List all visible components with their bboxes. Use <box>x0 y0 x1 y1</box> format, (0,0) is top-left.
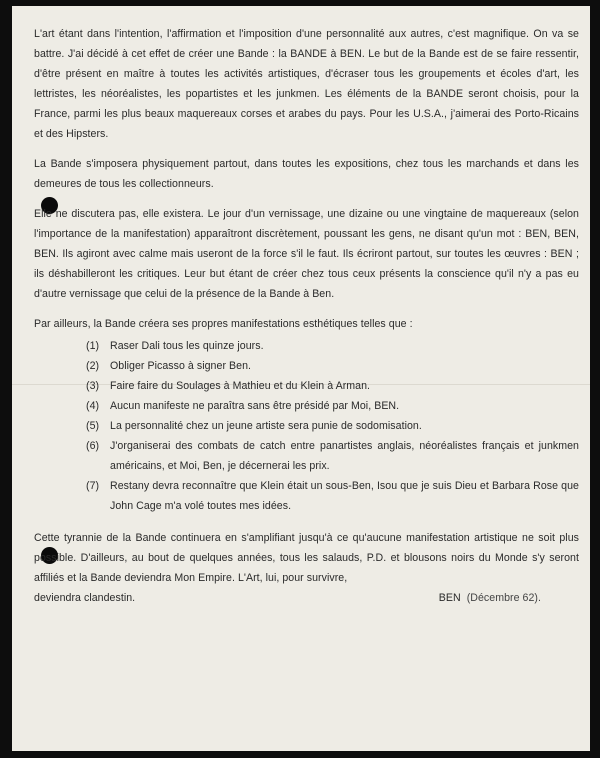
list-item-text: Aucun manifeste ne paraîtra sans être présidé par Moi, BEN. <box>110 400 400 412</box>
paragraph-2: La Bande s'imposera physiquement partout, dans toutes les expositions, chez tous les marchands et dans les demeures de tous les collectionneurs. <box>34 158 579 190</box>
list-item <box>86 416 579 436</box>
list-item-text: Restany devra reconnaître que Klein était un sous-Ben, Isou que je suis Dieu et Barbara Rose que John Cage m'a volé toutes mes idées. <box>110 480 579 512</box>
list-item-text: Obliger Picasso à signer Ben. <box>110 360 252 372</box>
list-item-number: (4) <box>86 400 100 412</box>
manifestations-list <box>34 336 579 516</box>
list-item <box>86 476 579 516</box>
signature-block <box>439 588 579 608</box>
document-sheet <box>12 6 590 751</box>
closing-paragraph: Cette tyrannie de la Bande continuera en s'amplifiant jusqu'à ce qu'aucune manifestation artistique ne soit plus possible. D'ailleurs, au bout de quelques années, tous les salauds, P.D. et blousons noirs du Monde s'y seront affiliés et la Bande deviendra Mon Empire. L'Art, lui, pour survivre, <box>34 532 579 584</box>
list-item-number: (2) <box>86 360 100 372</box>
paragraph-4: Par ailleurs, la Bande créera ses propres manifestations esthétiques telles que : <box>34 318 413 330</box>
list-item-text: La personnalité chez un jeune artiste sera punie de sodomisation. <box>110 420 422 432</box>
manifesto-text <box>34 24 579 608</box>
signature-name: BEN <box>438 592 461 604</box>
signature-date: (Décembre 62). <box>466 592 541 604</box>
list-item-number: (1) <box>86 340 100 352</box>
list-item-text: J'organiserai des combats de catch entre panartistes anglais, néoréalistes français et junkmen américains, et Moi, Ben, je décernerai les prix. <box>110 440 579 472</box>
paragraph-3: Elle ne discutera pas, elle existera. Le jour d'un vernissage, une dizaine ou une vingtaine de maquereaux (selon l'importance de la manifestation) apparaîtront discrètement, poussant les gens, ne disant qu'un mot : BEN, BEN, BEN. Ils agiront avec calme mais useront de la force s'il le faut. Ils écriront partout, sur toutes les œuvres : BEN ; ils déshabilleront les critiques. Leur but étant de créer chez tous ceux présents la conscience qu'il n'y a pas eu d'autre vernissage que celui de la présence de la Bande à Ben. <box>34 208 579 300</box>
list-item <box>86 376 579 396</box>
closing-signature-line <box>34 588 579 608</box>
list-item <box>86 336 579 356</box>
list-item-number: (3) <box>86 380 100 392</box>
list-item <box>86 396 579 416</box>
paragraph-1: L'art étant dans l'intention, l'affirmation et l'imposition d'une personnalité aux autres, c'est magnifique. On va se battre. J'ai décidé à cet effet de créer une Bande : la BANDE à BEN. Le but de la Bande est de se faire ressentir, d'être présent en maître à toutes les activités artistiques, d'écraser tous les groupements et écoles d'art, les lettristes, les néoréalistes, les popartistes et les junkmen. Les éléments de la BANDE seront choisis, pour la France, parmi les plus beaux maquereaux corses et arabes du pays. Pour les U.S.A., j'aimerai des Porto-Ricains et des Hipsters. <box>34 28 579 140</box>
list-item <box>86 356 579 376</box>
closing-last-line: deviendra clandestin. <box>34 592 136 604</box>
list-item-number: (5) <box>86 420 100 432</box>
list-item-number: (6) <box>86 440 100 452</box>
list-item-text: Faire faire du Soulages à Mathieu et du Klein à Arman. <box>110 380 371 392</box>
list-item-text: Raser Dali tous les quinze jours. <box>110 340 264 352</box>
list-item <box>86 436 579 476</box>
list-item-number: (7) <box>86 480 100 492</box>
